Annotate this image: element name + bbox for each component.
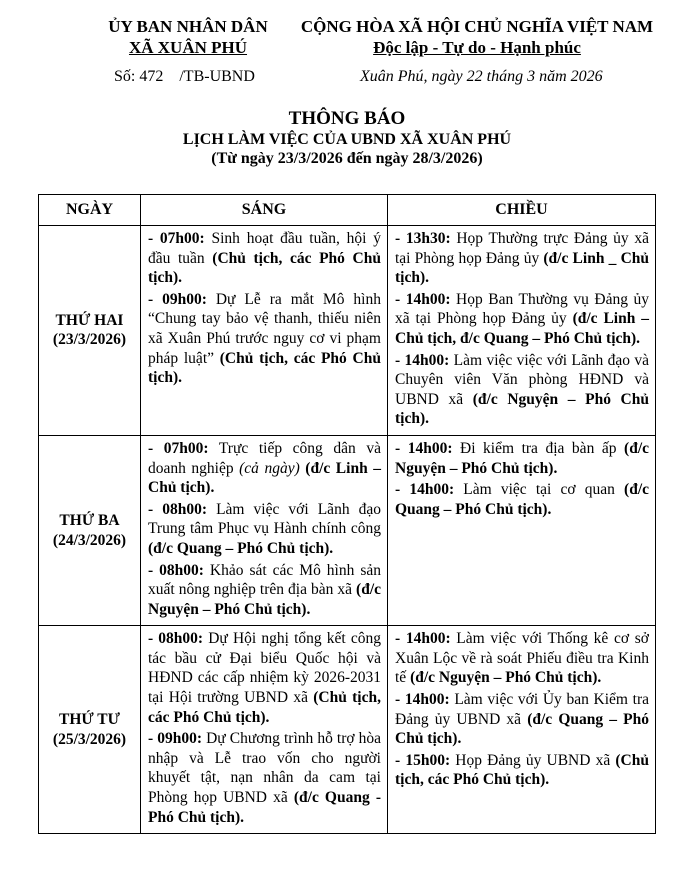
afternoon-cell <box>388 435 656 625</box>
schedule-item <box>148 729 381 827</box>
item-responsible: (đ/c Nguyện – Phó Chủ tịch). <box>395 439 649 477</box>
day-date: (24/3/2026) <box>52 531 127 549</box>
item-time: - 07h00: <box>148 439 209 457</box>
item-text: Dự Lễ ra mắt Mô hình “Chung tay bảo vệ thanh, thiếu niên xã Xuân Phú trước nguy cơ vi phạm pháp luật” <box>148 290 381 367</box>
table-header-row <box>39 195 656 226</box>
schedule-item <box>148 439 381 498</box>
item-time: - 08h00: <box>148 630 204 648</box>
item-time: - 14h00: <box>395 351 450 369</box>
schedule-item <box>395 690 649 749</box>
schedule-item <box>395 229 649 288</box>
schedule-item <box>395 351 649 429</box>
item-text: Đi kiểm tra địa bàn ấp <box>452 439 625 457</box>
item-text: Dự Hội nghị tổng kết công tác bầu cử Đại biểu Quốc hội và HĐND các cấp nhiệm kỳ 2026-2031 tại Hội trường UBND xã <box>148 630 381 707</box>
item-time: - 14h00: <box>395 630 451 648</box>
day-cell <box>39 626 141 834</box>
item-responsible: (đ/c Linh – Chủ tịch, đ/c Quang – Phó Chủ tịch). <box>395 310 649 347</box>
schedule-item <box>395 290 649 349</box>
item-time: - 09h00: <box>148 290 207 308</box>
nation-name: CỘNG HÒA XÃ HỘI CHỦ NGHĨA VIỆT NAM <box>300 17 654 36</box>
document-date: Xuân Phú, ngày 22 tháng 3 năm 2026 <box>360 68 603 85</box>
schedule-item <box>148 629 381 727</box>
item-responsible: (đ/c Quang - Phó Chủ tịch). <box>148 789 381 826</box>
doc-number-suffix: /TB-UBND <box>179 68 255 85</box>
item-time: - 14h00: <box>395 481 455 499</box>
item-text: Làm việc tại cơ quan <box>454 481 625 499</box>
day-name: THỨ HAI <box>55 311 124 329</box>
item-text: Làm việc với Lãnh đạo Trung tâm Phục vụ Hành chính công <box>148 500 382 538</box>
doc-number-label: Số: 472 <box>114 68 164 85</box>
morning-cell <box>141 435 388 625</box>
item-text: Làm việc với Ủy ban Kiểm tra Đảng ủy UBND xã <box>395 691 649 728</box>
item-time: - 08h00: <box>148 561 204 579</box>
afternoon-cell <box>388 626 656 834</box>
schedule-item <box>395 629 649 688</box>
table-row <box>39 226 656 436</box>
title-main: THÔNG BÁO <box>288 108 406 129</box>
day-date: (25/3/2026) <box>52 730 127 748</box>
item-responsible: (đ/c Linh – Chủ tịch). <box>148 459 381 497</box>
item-text: Khảo sát các Mô hình sản xuất nông nghiệp trên địa bàn xã <box>148 561 381 599</box>
item-text: Sinh hoạt đầu tuần, hội ý đầu tuần <box>148 230 381 267</box>
item-responsible: (đ/c Linh _ Chủ tịch). <box>395 249 649 287</box>
day-name: THỨ BA <box>59 512 120 530</box>
schedule-table <box>38 194 656 834</box>
item-time: - 07h00: <box>148 230 205 247</box>
national-motto: Độc lập - Tự do - Hạnh phúc <box>373 38 581 57</box>
item-text: Làm việc với Thống kê cơ sở Xuân Lộc về rà soát Phiếu điều tra Kinh tế <box>395 630 649 687</box>
item-responsible: (Chủ tịch, các Phó Chủ tịch). <box>148 349 381 387</box>
afternoon-cell <box>388 226 656 436</box>
schedule-item <box>148 229 381 288</box>
document-number <box>114 68 255 86</box>
item-text: Họp Ban Thường vụ Đảng ủy xã tại Phòng họp Đảng ủy <box>395 290 649 328</box>
item-time: - 14h00: <box>395 691 450 709</box>
item-responsible: (Chủ tịch, các Phó Chủ tịch). <box>148 249 381 287</box>
item-responsible: (Chủ tịch, các Phó Chủ tịch). <box>148 689 381 726</box>
item-time: - 15h00: <box>395 751 451 769</box>
morning-cell <box>141 626 388 834</box>
item-responsible: (đ/c Quang – Phó Chủ tịch). <box>395 481 649 518</box>
day-cell <box>39 226 141 436</box>
header-day: NGÀY <box>39 195 141 226</box>
header-morning: SÁNG <box>141 195 388 226</box>
item-responsible: (đ/c Quang – Phó Chủ tịch). <box>148 539 334 557</box>
item-responsible: (đ/c Quang – Phó Chủ tịch). <box>395 710 649 748</box>
item-responsible: (đ/c Nguyện – Phó Chủ tịch). <box>148 581 381 618</box>
title-date-range: (Từ ngày 23/3/2026 đến ngày 28/3/2026) <box>211 150 483 167</box>
item-responsible: (Chủ tịch, các Phó Chủ tịch). <box>395 751 649 789</box>
item-time: - 08h00: <box>148 500 208 518</box>
issuing-organization <box>88 16 288 58</box>
schedule-item <box>148 561 381 620</box>
schedule-item <box>395 480 649 519</box>
table-row <box>39 435 656 625</box>
item-time: - 09h00: <box>148 730 203 748</box>
item-text: Họp Thường trực Đảng ủy xã tại Phòng họp Đảng ủy <box>395 230 649 267</box>
item-text: Làm việc việc với Lãnh đạo và Chuyên viên Văn phòng HĐND và UBND xã <box>395 351 649 408</box>
item-note: (cả ngày) <box>239 459 300 477</box>
item-responsible: (đ/c Nguyện – Phó Chủ tịch). <box>410 669 602 687</box>
header-afternoon: CHIỀU <box>388 195 656 226</box>
morning-cell <box>141 226 388 436</box>
org-line-2: XÃ XUÂN PHÚ <box>128 38 248 57</box>
document-header <box>0 16 694 96</box>
item-text: Trực tiếp công dân và doanh nghiệp <box>148 439 381 477</box>
title-sub: LỊCH LÀM VIỆC CỦA UBND XÃ XUÂN PHÚ <box>182 131 512 148</box>
day-cell <box>39 435 141 625</box>
schedule-item <box>395 439 649 478</box>
item-time: - 14h00: <box>395 290 451 308</box>
schedule-item <box>148 500 381 559</box>
document-title-block <box>0 108 694 168</box>
national-heading <box>282 16 672 58</box>
item-responsible: (đ/c Nguyện – Phó Chủ tịch). <box>395 390 649 428</box>
item-text: Dự Chương trình hỗ trợ hòa nhập và Lễ trao vốn cho người khuyết tật, nạn nhân da cam tại Phòng họp UBND xã <box>148 730 381 807</box>
item-time: - 14h00: <box>395 439 453 457</box>
item-text: Họp Đảng ủy UBND xã <box>450 751 616 769</box>
table-row <box>39 626 656 834</box>
day-name: THỨ TƯ <box>58 711 120 729</box>
item-time: - 13h30: <box>395 230 451 247</box>
org-line-1: ỦY BAN NHÂN DÂN <box>108 17 268 36</box>
schedule-item <box>395 751 649 790</box>
schedule-item <box>148 290 381 388</box>
day-date: (23/3/2026) <box>52 331 127 349</box>
